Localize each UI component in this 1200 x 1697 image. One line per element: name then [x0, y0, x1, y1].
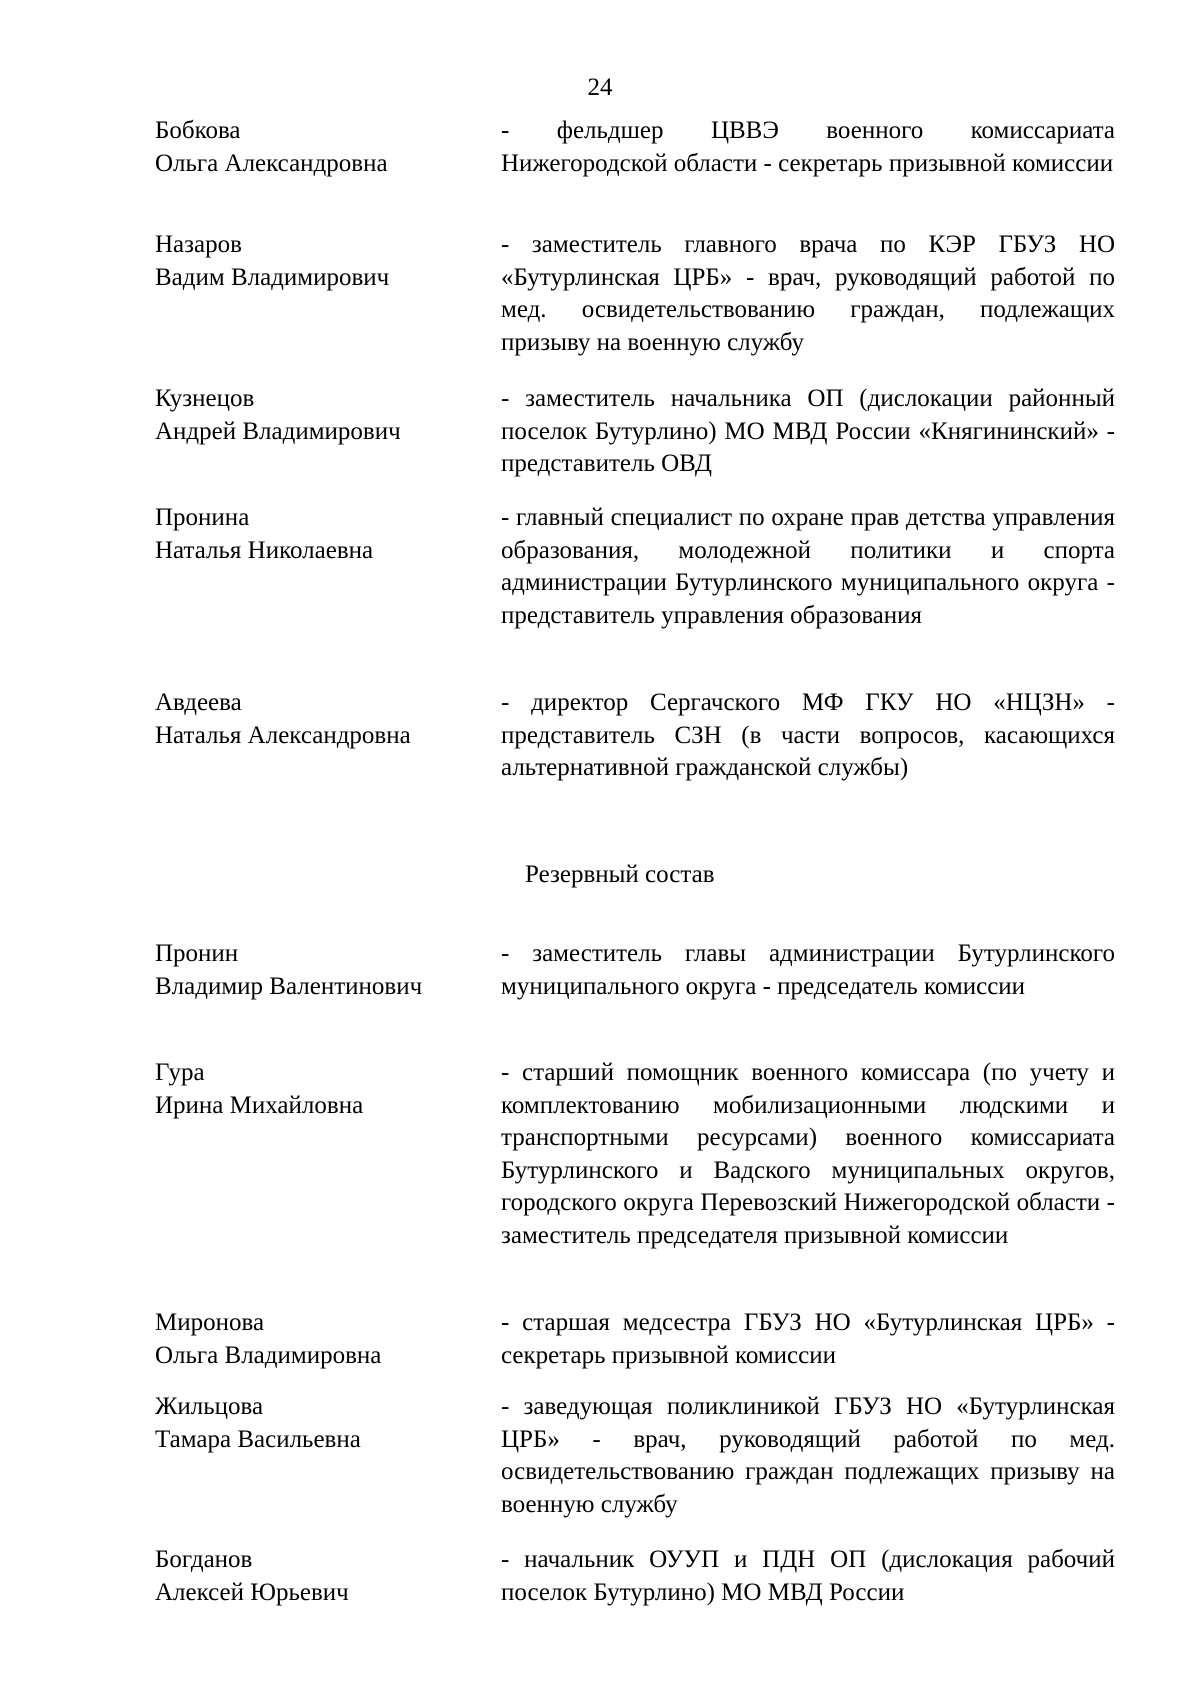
reserve-member-entry — [155, 1391, 1115, 1521]
member-given-name: Ольга Александровна — [155, 149, 388, 177]
member-given-name: Наталья Николаевна — [155, 536, 374, 564]
member-role: - заведующая поликлиникой ГБУЗ НО «Бутурлинская ЦРБ» - врач, руководящий работой по мед. освидетельствованию граждан подлежащих призыву на военную службу — [501, 1393, 1115, 1518]
member-entry — [155, 687, 1115, 785]
page-number: 24 — [587, 74, 613, 101]
member-name — [155, 229, 501, 359]
member-given-name: Алексей Юрьевич — [155, 1578, 349, 1606]
member-name — [155, 1057, 501, 1253]
member-name — [155, 1391, 501, 1521]
member-given-name: Андрей Владимирович — [155, 417, 401, 445]
member-name — [155, 1544, 501, 1609]
member-surname: Бобкова — [155, 117, 241, 144]
member-role: - заместитель начальника ОП (дислокации районный поселок Бутурлино) МО МВД России «Княгининский» - представитель ОВД — [501, 385, 1115, 478]
reserve-member-entry — [155, 938, 1115, 1003]
member-entry — [155, 229, 1115, 359]
member-name — [155, 687, 501, 785]
member-surname: Богданов — [155, 1546, 253, 1573]
member-given-name: Ирина Михайловна — [155, 1091, 364, 1119]
member-name — [155, 1307, 501, 1372]
member-surname: Жильцова — [155, 1393, 264, 1420]
member-surname: Назаров — [155, 231, 242, 258]
member-surname: Гура — [155, 1059, 205, 1086]
member-role: - заместитель главного врача по КЭР ГБУЗ НО «Бутурлинская ЦРБ» - врач, руководящий работой по мед. освидетельствованию граждан, подлежащих призыву на военную службу — [501, 231, 1115, 356]
member-name — [155, 115, 501, 180]
member-given-name: Тамара Васильевна — [155, 1425, 361, 1453]
member-entry — [155, 383, 1115, 481]
reserve-member-entry — [155, 1307, 1115, 1372]
reserve-section-title: Резервный состав — [525, 861, 715, 888]
member-given-name: Вадим Владимирович — [155, 263, 390, 291]
member-role: - директор Сергачского МФ ГКУ НО «НЦЗН» - представитель СЗН (в части вопросов, касающихся альтернативной гражданской службы) — [501, 689, 1115, 782]
member-role: - начальник ОУУП и ПДН ОП (дислокация рабочий поселок Бутурлино) МО МВД России — [501, 1546, 1115, 1606]
member-entry — [155, 115, 1115, 180]
member-role: - главный специалист по охране прав детства управления образования, молодежной политики и спорта администрации Бутурлинского муниципального округа - представитель управления образования — [501, 504, 1115, 629]
member-surname: Кузнецов — [155, 385, 255, 412]
member-entry — [155, 502, 1115, 632]
member-name — [155, 383, 501, 481]
member-role: - заместитель главы администрации Бутурлинского муниципального округа - председатель комиссии — [501, 940, 1115, 1000]
member-name — [155, 502, 501, 632]
member-role: - старшая медсестра ГБУЗ НО «Бутурлинская ЦРБ» - секретарь призывной комиссии — [501, 1309, 1115, 1369]
member-surname: Авдеева — [155, 689, 242, 716]
member-given-name: Наталья Александровна — [155, 721, 411, 749]
member-given-name: Владимир Валентинович — [155, 972, 423, 1000]
member-name — [155, 938, 501, 1003]
member-role: - старший помощник военного комиссара (по учету и комплектованию мобилизационными людскими и транспортными ресурсами) военного комиссариата Бутурлинского и Вадского муниципальных округов, городского округа Перевозский Нижегородской области - заместитель председателя призывной комиссии — [501, 1059, 1115, 1249]
member-surname: Пронина — [155, 504, 250, 531]
member-given-name: Ольга Владимировна — [155, 1341, 382, 1369]
member-surname: Миронова — [155, 1309, 265, 1336]
member-role: - фельдшер ЦВВЭ военного комиссариата Нижегородской области - секретарь призывной комиссии — [501, 117, 1115, 177]
reserve-member-entry — [155, 1057, 1115, 1253]
reserve-member-entry — [155, 1544, 1115, 1609]
member-surname: Пронин — [155, 940, 239, 967]
